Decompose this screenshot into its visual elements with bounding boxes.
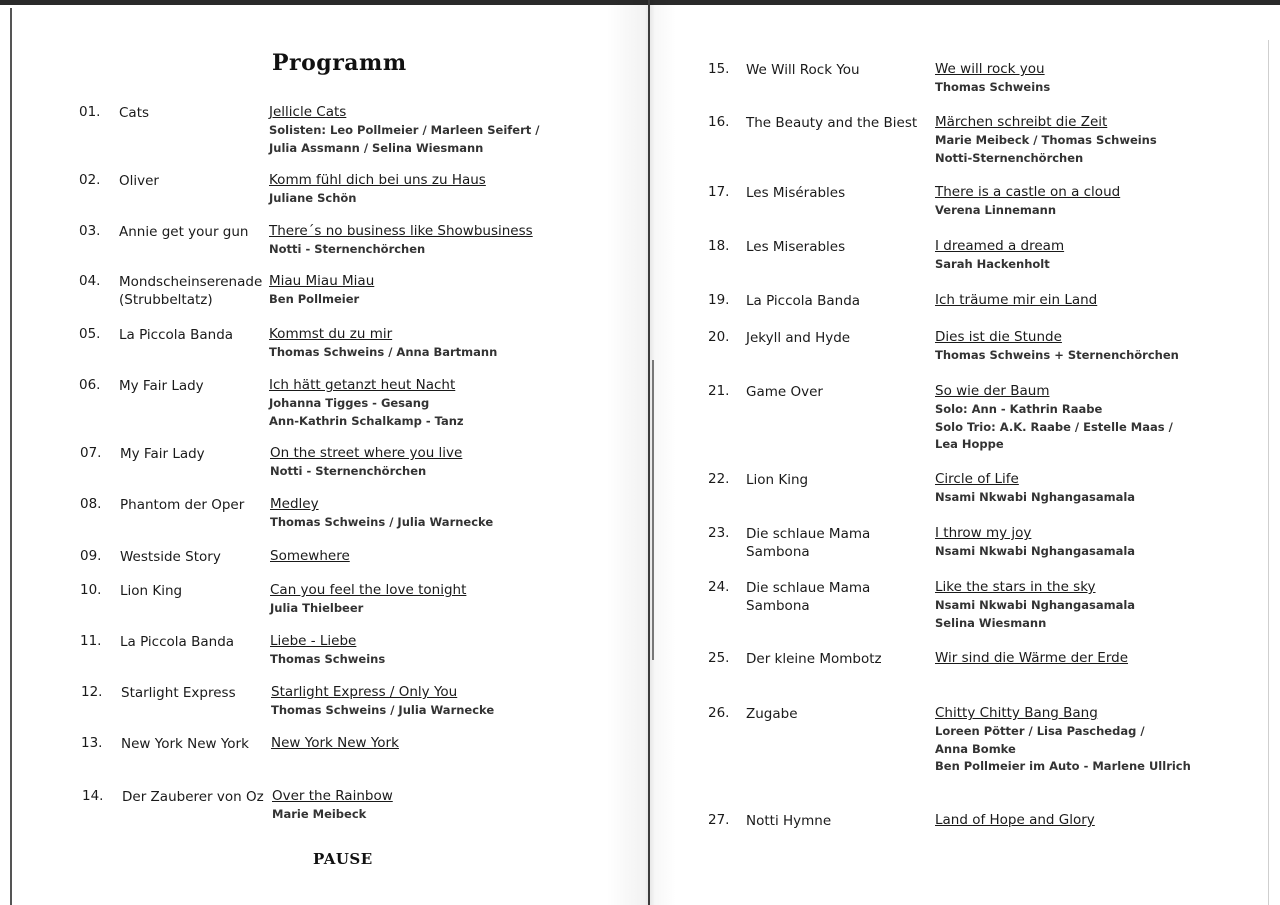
performer-line: Notti - Sternenchörchen (270, 464, 427, 478)
book-fold-crease (652, 360, 654, 660)
item-number: 14. (82, 788, 104, 804)
performers (270, 514, 493, 532)
performer-line: Lea Hoppe (935, 437, 1004, 451)
item-number: 12. (81, 684, 103, 700)
item-number: 18. (708, 238, 730, 254)
performer-line: Julia Thielbeer (270, 601, 364, 615)
pause-label: PAUSE (313, 850, 373, 868)
song-title: Circle of Life (935, 471, 1019, 487)
performer-line: Solo: Ann - Kathrin Raabe (935, 402, 1103, 416)
show-title: La Piccola Banda (119, 327, 234, 343)
performer-line: Notti-Sternenchörchen (935, 150, 1084, 165)
performer-line: Notti - Sternenchörchen (269, 242, 426, 256)
book-fold (648, 0, 650, 905)
performer-line: Thomas Schweins (270, 652, 386, 666)
performers (270, 651, 385, 669)
performers (935, 347, 1179, 365)
page-title: Programm (272, 50, 407, 76)
performer-line: Ann-Kathrin Schalkamp - Tanz (269, 413, 464, 428)
song-title: Starlight Express / Only You (271, 684, 458, 700)
song-title: Liebe - Liebe (270, 633, 357, 649)
show-title: Zugabe (746, 706, 798, 722)
performer-line: Marie Meibeck / Thomas Schweins (935, 133, 1157, 147)
show-title: We Will Rock You (746, 62, 860, 78)
performer-line: Ben Pollmeier im Auto - Marlene Ullrich (935, 759, 1191, 773)
item-number: 10. (80, 582, 102, 598)
show-title: Lion King (746, 472, 809, 488)
show-title: New York New York (121, 736, 249, 752)
performer-line: Nsami Nkwabi Nghangasamala (935, 598, 1136, 612)
performers (269, 241, 425, 259)
performers (935, 132, 1157, 167)
performer-line: Julia Assmann / Selina Wiesmann (269, 140, 484, 155)
show-title: Phantom der Oper (120, 497, 245, 513)
item-number: 11. (80, 633, 102, 649)
item-number: 24. (708, 579, 730, 595)
performer-line: Thomas Schweins + Sternenchörchen (935, 348, 1179, 362)
show-title: My Fair Lady (120, 446, 205, 462)
performers (935, 79, 1050, 97)
show-title: Westside Story (120, 549, 221, 565)
performers (272, 806, 366, 824)
item-number: 04. (79, 273, 101, 289)
performers (935, 489, 1135, 507)
show-title: Mondscheinserenade (Strubbeltatz) (119, 274, 263, 308)
song-title: Over the Rainbow (272, 788, 393, 804)
song-title: Kommst du zu mir (269, 326, 393, 342)
performers (269, 190, 356, 208)
performer-line: Anna Bomke (935, 741, 1016, 756)
song-title: There is a castle on a cloud (935, 184, 1121, 200)
performer-line: Solo Trio: A.K. Raabe / Estelle Maas / (935, 419, 1173, 434)
item-number: 13. (81, 735, 103, 751)
performer-line: Solisten: Leo Pollmeier / Marleen Seifert / (269, 123, 540, 137)
performers (271, 702, 494, 720)
song-title: Like the stars in the sky (935, 579, 1096, 595)
song-title: We will rock you (935, 61, 1045, 77)
performers (269, 395, 464, 430)
song-title: I throw my joy (935, 525, 1032, 541)
song-title: I dreamed a dream (935, 238, 1065, 254)
performer-line: Marie Meibeck (272, 807, 367, 821)
performers (935, 256, 1050, 274)
performers (935, 723, 1191, 776)
item-number: 08. (80, 496, 102, 512)
song-title: Can you feel the love tonight (270, 582, 467, 598)
song-title: Chitty Chitty Bang Bang (935, 705, 1098, 721)
performer-line: Juliane Schön (269, 191, 357, 205)
song-title: Ich hätt getanzt heut Nacht (269, 377, 456, 393)
show-title: Notti Hymne (746, 813, 832, 829)
show-title: Cats (119, 105, 150, 121)
show-title: Der Zauberer von Oz (122, 789, 264, 805)
item-number: 06. (79, 377, 101, 393)
item-number: 05. (79, 326, 101, 342)
show-title: The Beauty and the Biest (746, 115, 918, 131)
item-number: 01. (79, 104, 101, 120)
show-title: Annie get your gun (119, 224, 249, 240)
performer-line: Ben Pollmeier (269, 292, 360, 306)
song-title: On the street where you live (270, 445, 463, 461)
item-number: 15. (708, 61, 730, 77)
item-number: 03. (79, 223, 101, 239)
item-number: 27. (708, 812, 730, 828)
song-title: Wir sind die Wärme der Erde (935, 650, 1129, 666)
performers (935, 543, 1135, 561)
item-number: 17. (708, 184, 730, 200)
performers (269, 291, 359, 309)
performer-line: Thomas Schweins / Anna Bartmann (269, 345, 498, 359)
show-title: Der kleine Mombotz (746, 651, 882, 667)
page-edge-left (10, 8, 12, 905)
item-number: 22. (708, 471, 730, 487)
song-title: Märchen schreibt die Zeit (935, 114, 1108, 130)
performers (270, 600, 363, 618)
show-title: La Piccola Banda (120, 634, 235, 650)
item-number: 02. (79, 172, 101, 188)
performer-line: Thomas Schweins / Julia Warnecke (271, 703, 495, 717)
show-title: My Fair Lady (119, 378, 204, 394)
performer-line: Loreen Pötter / Lisa Paschedag / (935, 724, 1145, 738)
performer-line: Sarah Hackenholt (935, 257, 1050, 271)
show-title: Jekyll and Hyde (746, 330, 851, 346)
item-number: 09. (80, 548, 102, 564)
page-edge-right (1268, 40, 1269, 905)
performers (935, 202, 1056, 220)
song-title: Komm fühl dich bei uns zu Haus (269, 172, 486, 188)
show-title: Oliver (119, 173, 159, 189)
song-title: There´s no business like Showbusiness (269, 223, 533, 239)
performer-line: Thomas Schweins / Julia Warnecke (270, 515, 494, 529)
item-number: 23. (708, 525, 730, 541)
performer-line: Verena Linnemann (935, 203, 1057, 217)
song-title: Medley (270, 496, 319, 512)
item-number: 20. (708, 329, 730, 345)
song-title: So wie der Baum (935, 383, 1050, 399)
item-number: 26. (708, 705, 730, 721)
show-title: La Piccola Banda (746, 293, 861, 309)
song-title: Somewhere (270, 548, 350, 564)
show-title: Die schlaue Mama Sambona (746, 580, 871, 614)
performer-line: Thomas Schweins (935, 80, 1051, 94)
show-title: Game Over (746, 384, 823, 400)
item-number: 16. (708, 114, 730, 130)
song-title: Dies ist die Stunde (935, 329, 1062, 345)
performers (935, 597, 1135, 632)
book-gutter-shadow (606, 0, 676, 905)
item-number: 25. (708, 650, 730, 666)
song-title: New York New York (271, 735, 399, 751)
performers (270, 463, 426, 481)
performer-line: Johanna Tigges - Gesang (269, 396, 430, 410)
show-title: Les Misérables (746, 185, 846, 201)
song-title: Jellicle Cats (269, 104, 347, 120)
performers (935, 401, 1173, 454)
song-title: Land of Hope and Glory (935, 812, 1095, 828)
show-title: Die schlaue Mama Sambona (746, 526, 871, 560)
performer-line: Nsami Nkwabi Nghangasamala (935, 544, 1136, 558)
performers (269, 344, 497, 362)
show-title: Lion King (120, 583, 183, 599)
show-title: Les Miserables (746, 239, 846, 255)
item-number: 21. (708, 383, 730, 399)
item-number: 07. (80, 445, 102, 461)
item-number: 19. (708, 292, 730, 308)
song-title: Ich träume mir ein Land (935, 292, 1098, 308)
performer-line: Nsami Nkwabi Nghangasamala (935, 490, 1136, 504)
performer-line: Selina Wiesmann (935, 615, 1047, 630)
performers (269, 122, 539, 157)
show-title: Starlight Express (121, 685, 236, 701)
song-title: Miau Miau Miau (269, 273, 375, 289)
